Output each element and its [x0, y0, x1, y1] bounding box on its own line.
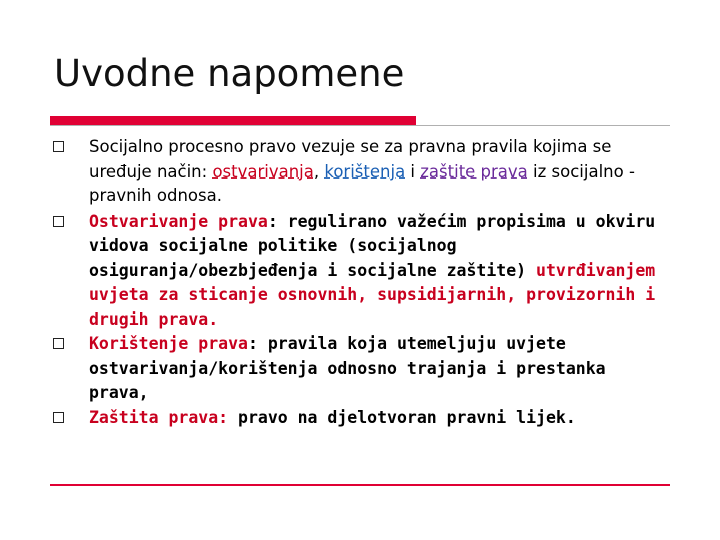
item-text: Socijalno procesno pravo vezuje se za pravna pravila kojima se uređuje način: [89, 137, 612, 181]
item-text: : pravila koja utemeljuju uvjete ostvarivanja/korištenja odnosno trajanja i prestanka prava, [89, 334, 606, 402]
footer-divider [50, 484, 670, 486]
hollow-square-icon [53, 216, 64, 227]
list-item [53, 406, 673, 431]
separator: i [405, 161, 421, 181]
list-item [53, 210, 673, 333]
slide-title: Uvodne napomene [54, 52, 405, 95]
term-koristenje-prava: Korištenje prava [89, 334, 248, 353]
bullet-list [53, 135, 673, 430]
item-text: pravo na djelotvoran pravni lijek. [228, 407, 576, 427]
separator: , [313, 161, 325, 181]
title-divider [50, 116, 670, 127]
term-koristenja: korištenja [324, 161, 406, 181]
list-item [53, 332, 673, 406]
list-item [53, 135, 673, 209]
highlight-text: utvrđivanjem uvjeta za sticanje osnovnih, supsidijarnih, provizornih i drugih prava. [89, 260, 656, 329]
hollow-square-icon [53, 338, 64, 349]
term-ostvarivanja: ostvarivanja [212, 161, 314, 181]
term-ostvarivanje-prava: Ostvarivanje prava [89, 211, 268, 231]
hollow-square-icon [53, 141, 64, 152]
term-zastita-prava: Zaštita prava: [89, 407, 229, 427]
term-zastite-prava: zaštite prava [420, 161, 528, 181]
title-divider-line [50, 125, 670, 126]
item-text: : regulirano važećim propisima u okviru vidova socijalne politike (socijalnog osiguranja/obezbjeđenja i socijalne zaštite) [89, 211, 656, 280]
item-text: iz socijalno - pravnih odnosa. [89, 161, 635, 205]
hollow-square-icon [53, 412, 64, 423]
